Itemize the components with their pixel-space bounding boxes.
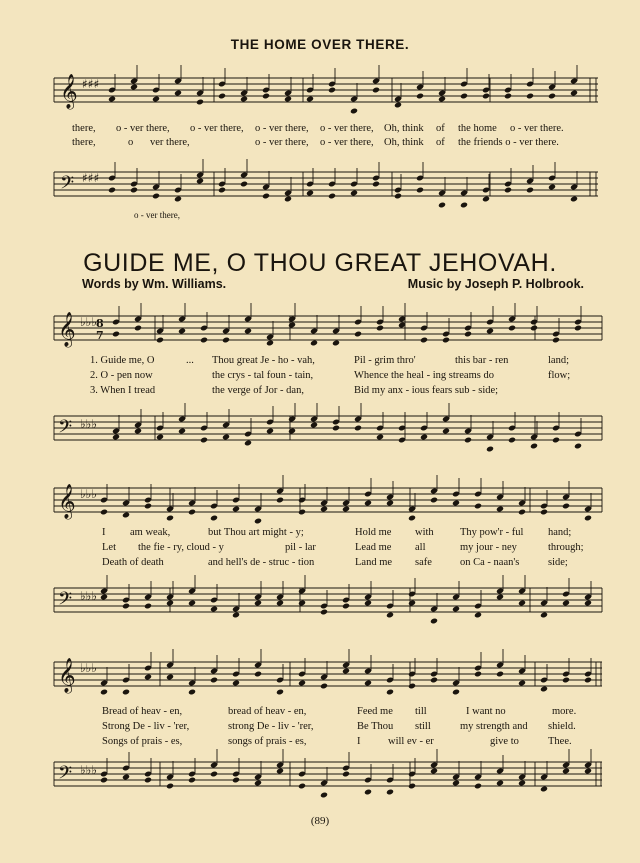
- lyric-word: still: [415, 721, 431, 732]
- notehead: [100, 509, 108, 516]
- lyric-word: there,: [72, 137, 96, 148]
- lyric-word: shield.: [548, 721, 576, 732]
- notehead: [108, 187, 116, 194]
- notehead: [408, 515, 416, 522]
- notehead: [540, 686, 548, 693]
- notehead: [240, 96, 248, 103]
- notehead: [134, 428, 142, 435]
- notehead: [342, 506, 350, 513]
- page-number: (89): [310, 815, 330, 827]
- song1-title: THE HOME OVER THERE.: [230, 37, 410, 52]
- notehead: [460, 93, 468, 100]
- lyric-word: land;: [548, 355, 569, 366]
- notehead: [254, 600, 262, 607]
- flat-icon: ♭♭♭: [80, 417, 97, 431]
- notehead: [574, 325, 582, 332]
- notehead: [584, 600, 592, 607]
- lyric-word: songs of prais - es,: [228, 736, 307, 747]
- notehead: [232, 680, 240, 687]
- notehead: [254, 780, 262, 787]
- notehead: [266, 428, 274, 435]
- notehead: [200, 437, 208, 444]
- notehead: [496, 780, 504, 787]
- notehead: [134, 325, 142, 332]
- notehead: [328, 193, 336, 200]
- notehead: [420, 337, 428, 344]
- notehead: [430, 618, 438, 625]
- lyric-word: pil - lar: [285, 542, 316, 553]
- lyric-word: Thee.: [548, 736, 572, 747]
- notehead: [386, 689, 394, 696]
- notehead: [570, 196, 578, 203]
- notehead: [218, 187, 226, 194]
- lyric-word: the friends o - ver there.: [458, 137, 559, 148]
- notehead: [262, 93, 270, 100]
- lyric-word: through;: [548, 542, 584, 553]
- lyric-word: this bar - ren: [455, 355, 509, 366]
- notehead: [320, 609, 328, 616]
- notehead: [210, 515, 218, 522]
- notehead: [548, 93, 556, 100]
- lyric-word: Bid my anx - ious fears sub - side;: [354, 385, 499, 396]
- notehead: [218, 93, 226, 100]
- notehead: [200, 337, 208, 344]
- notehead: [174, 196, 182, 203]
- noteheads: [100, 65, 592, 798]
- notehead: [386, 612, 394, 619]
- lyric-word: Whence the heal - ing streams do: [354, 370, 494, 381]
- notehead: [178, 428, 186, 435]
- notehead: [196, 178, 204, 185]
- lyric-word: hand;: [548, 527, 572, 538]
- notehead: [276, 497, 284, 504]
- words-credit: Words by Wm. Williams.: [82, 277, 227, 291]
- lyric-word: o - ver there,: [320, 123, 374, 134]
- lyric-word: Thou great Je - ho - vah,: [212, 355, 315, 366]
- lyric-word: I: [357, 736, 361, 747]
- lyric-word: Pil - grim thro': [354, 355, 416, 366]
- notehead: [210, 677, 218, 684]
- notehead: [298, 783, 306, 790]
- bass-clef-icon: 𝄢: [58, 417, 73, 442]
- notehead: [496, 506, 504, 513]
- treble-clef-icon: 𝄞: [58, 312, 76, 347]
- notehead: [332, 425, 340, 432]
- notehead: [288, 428, 296, 435]
- notehead: [540, 509, 548, 516]
- notehead: [416, 187, 424, 194]
- lyric-word: my jour - ney: [460, 542, 517, 553]
- notehead: [354, 331, 362, 338]
- notehead: [464, 437, 472, 444]
- notehead: [166, 515, 174, 522]
- lyric-word: Oh, think: [384, 123, 424, 134]
- song2-system1-bass: [54, 416, 602, 440]
- notehead: [364, 500, 372, 507]
- flat-icon: ♭♭♭: [80, 661, 97, 675]
- notehead: [496, 594, 504, 601]
- notehead: [156, 337, 164, 344]
- verse-line: [0, 355, 640, 369]
- notehead: [342, 771, 350, 778]
- notehead: [518, 600, 526, 607]
- notehead: [254, 518, 262, 525]
- notehead: [222, 337, 230, 344]
- notehead: [166, 783, 174, 790]
- notehead: [112, 331, 120, 338]
- notehead: [518, 780, 526, 787]
- notehead: [376, 325, 384, 332]
- notehead: [266, 340, 274, 347]
- flat-icon: ♭♭♭: [80, 315, 97, 329]
- notehead: [174, 90, 182, 97]
- bass-clef-icon: 𝄢: [58, 589, 73, 614]
- lyric-word: Songs of prais - es,: [102, 736, 183, 747]
- lyric-word: safe: [415, 557, 432, 568]
- notehead: [508, 325, 516, 332]
- notehead: [122, 603, 130, 610]
- lyric-word: of: [436, 137, 445, 148]
- notehead: [310, 422, 318, 429]
- lyric-word: o - ver there,: [190, 123, 244, 134]
- lyric-word: till: [415, 706, 427, 717]
- notehead: [364, 680, 372, 687]
- lyric-word: am weak,: [130, 527, 171, 538]
- lyric-word: I want no: [466, 706, 506, 717]
- lyric-word: my strength and: [460, 721, 528, 732]
- lyric-word: on Ca - naan's: [460, 557, 520, 568]
- notehead: [394, 102, 402, 109]
- notehead: [408, 600, 416, 607]
- notehead: [276, 768, 284, 775]
- lyric-word: of: [436, 123, 445, 134]
- notehead: [166, 674, 174, 681]
- lyric-word: o - ver there,: [255, 137, 309, 148]
- song1-lyric-line-1: [0, 123, 640, 137]
- notehead: [284, 196, 292, 203]
- notehead: [298, 509, 306, 516]
- notehead: [518, 509, 526, 516]
- lyric-word: bread of heav - en,: [228, 706, 307, 717]
- notehead: [552, 337, 560, 344]
- verse-line: [0, 370, 640, 384]
- lyric-word: Let: [102, 542, 116, 553]
- bass-clef-icon: 𝄢: [60, 173, 75, 198]
- notehead: [244, 328, 252, 335]
- notehead: [306, 96, 314, 103]
- notehead: [474, 612, 482, 619]
- notehead: [430, 677, 438, 684]
- notehead: [372, 181, 380, 188]
- notehead: [504, 187, 512, 194]
- notehead: [438, 96, 446, 103]
- notehead: [188, 777, 196, 784]
- notehead: [504, 93, 512, 100]
- verse-line: [0, 385, 640, 399]
- lyric-word: the fie - ry, cloud - y: [138, 542, 224, 553]
- notehead: [144, 603, 152, 610]
- lyric-word: Oh, think: [384, 137, 424, 148]
- notehead: [144, 503, 152, 510]
- lyric-word: o - ver there,: [116, 123, 170, 134]
- notehead: [420, 434, 428, 441]
- notehead: [166, 600, 174, 607]
- notehead: [284, 96, 292, 103]
- notehead: [328, 87, 336, 94]
- notehead: [508, 437, 516, 444]
- time-signature: 8: [96, 317, 104, 330]
- lyric-word: the verge of Jor - dan,: [212, 385, 304, 396]
- notehead: [240, 181, 248, 188]
- notehead: [486, 446, 494, 453]
- lyric-word: I: [102, 527, 106, 538]
- notehead: [562, 503, 570, 510]
- song1-lyric-line-2: [0, 137, 640, 151]
- notehead: [332, 340, 340, 347]
- verse-line: [0, 542, 640, 556]
- lyric-word: o - ver there,: [134, 210, 180, 220]
- notehead: [310, 340, 318, 347]
- notehead: [530, 325, 538, 332]
- treble-clef-icon: 𝄞: [58, 658, 76, 693]
- notehead: [232, 506, 240, 513]
- notehead: [196, 99, 204, 106]
- notehead: [584, 515, 592, 522]
- lyric-word: and hell's de - struc - tion: [208, 557, 315, 568]
- lyric-word: the home: [458, 123, 497, 134]
- verse-line: [0, 736, 640, 750]
- notehead: [276, 689, 284, 696]
- notehead: [496, 671, 504, 678]
- notehead: [254, 671, 262, 678]
- sharp-icon: ♯♯♯: [82, 77, 100, 91]
- notehead: [562, 768, 570, 775]
- notehead: [122, 774, 130, 781]
- notehead: [100, 689, 108, 696]
- notehead: [152, 96, 160, 103]
- lyric-word: Bread of heav - en,: [102, 706, 183, 717]
- lyric-word: but Thou art might - y;: [208, 527, 304, 538]
- notehead: [386, 500, 394, 507]
- notehead: [376, 434, 384, 441]
- song1-bass-lyric: [0, 210, 640, 224]
- notehead: [144, 674, 152, 681]
- notehead: [482, 196, 490, 203]
- notehead: [354, 425, 362, 432]
- treble-clef-icon: 𝄞: [60, 74, 78, 109]
- sharp-icon: ♯♯♯: [82, 171, 100, 185]
- notehead: [452, 500, 460, 507]
- notehead: [232, 612, 240, 619]
- lyric-word: Hold me: [355, 527, 392, 538]
- notehead: [408, 683, 416, 690]
- flat-icon: ♭♭♭: [80, 487, 97, 501]
- lyric-word: Be Thou: [357, 721, 394, 732]
- notehead: [452, 606, 460, 613]
- notehead: [112, 434, 120, 441]
- notehead: [452, 689, 460, 696]
- notehead: [438, 202, 446, 209]
- notehead: [526, 93, 534, 100]
- notehead: [122, 689, 130, 696]
- lyric-word: with: [415, 527, 434, 538]
- notehead: [222, 434, 230, 441]
- notehead: [584, 677, 592, 684]
- notehead: [460, 202, 468, 209]
- lyric-word: Lead me: [355, 542, 392, 553]
- lyric-word: Strong De - liv - 'rer,: [102, 721, 190, 732]
- notehead: [574, 443, 582, 450]
- flat-icon: ♭♭♭: [80, 589, 97, 603]
- notehead: [474, 503, 482, 510]
- notehead: [552, 437, 560, 444]
- notehead: [320, 792, 328, 799]
- lyric-word: there,: [72, 123, 96, 134]
- notehead: [442, 428, 450, 435]
- verse-line: [0, 557, 640, 571]
- treble-clef-icon: 𝄞: [58, 484, 76, 519]
- notehead: [442, 337, 450, 344]
- lyric-word: 3. When I tread: [90, 385, 156, 396]
- notehead: [430, 497, 438, 504]
- notehead: [152, 193, 160, 200]
- lyric-word: Death of death: [102, 557, 164, 568]
- verse-line: [0, 527, 640, 541]
- notehead: [584, 768, 592, 775]
- lyric-word: o - ver there,: [320, 137, 374, 148]
- notehead: [486, 328, 494, 335]
- lyric-word: the crys - tal foun - tain,: [212, 370, 314, 381]
- notehead: [570, 90, 578, 97]
- lyric-word: o - ver there,: [255, 123, 309, 134]
- notehead: [562, 677, 570, 684]
- notehead: [320, 506, 328, 513]
- lyric-word: side;: [548, 557, 568, 568]
- lyric-word: o: [128, 137, 134, 148]
- notehead: [122, 512, 130, 519]
- notehead: [526, 187, 534, 194]
- flat-icon: ♭♭♭: [80, 763, 97, 777]
- notehead: [350, 108, 358, 115]
- notehead: [430, 768, 438, 775]
- notehead: [518, 680, 526, 687]
- notehead: [452, 780, 460, 787]
- time-signature: 7: [96, 329, 104, 342]
- notehead: [178, 328, 186, 335]
- lyric-word: more.: [552, 706, 577, 717]
- notehead: [386, 789, 394, 796]
- notehead: [364, 600, 372, 607]
- notehead: [298, 680, 306, 687]
- notehead: [530, 443, 538, 450]
- notehead: [482, 93, 490, 100]
- notehead: [100, 777, 108, 784]
- lyric-word: ver there,: [150, 137, 190, 148]
- song2-title: GUIDE ME, O THOU GREAT JEHOVAH.: [83, 249, 557, 277]
- notehead: [474, 783, 482, 790]
- notehead: [540, 786, 548, 793]
- notehead: [408, 783, 416, 790]
- lyric-word: will ev - er: [388, 736, 434, 747]
- notehead: [244, 440, 252, 447]
- notehead: [306, 190, 314, 197]
- notehead: [130, 84, 138, 91]
- lyric-word: 2. O - pen now: [90, 370, 153, 381]
- notehead: [156, 434, 164, 441]
- lyric-word: Land me: [355, 557, 393, 568]
- notehead: [342, 603, 350, 610]
- notehead: [188, 689, 196, 696]
- notehead: [262, 193, 270, 200]
- lyric-word: Thy pow'r - ful: [460, 527, 524, 538]
- lyric-word: o - ver there.: [510, 123, 564, 134]
- notehead: [350, 190, 358, 197]
- music-credit: Music by Joseph P. Holbrook.: [407, 277, 584, 291]
- notehead: [562, 600, 570, 607]
- notehead: [416, 93, 424, 100]
- notehead: [210, 771, 218, 778]
- notehead: [298, 600, 306, 607]
- notehead: [364, 789, 372, 796]
- notehead: [320, 683, 328, 690]
- bass-clef-icon: 𝄢: [58, 763, 73, 788]
- notehead: [144, 777, 152, 784]
- verse-line: [0, 706, 640, 720]
- notehead: [130, 187, 138, 194]
- lyric-word: all: [415, 542, 426, 553]
- notehead: [188, 509, 196, 516]
- lyric-word: ...: [186, 355, 194, 366]
- notehead: [210, 606, 218, 613]
- song2-system2-treble: [54, 488, 602, 512]
- verse-line: [0, 721, 640, 735]
- notehead: [276, 600, 284, 607]
- lyric-word: give to: [490, 736, 519, 747]
- notehead: [464, 331, 472, 338]
- notehead: [100, 594, 108, 601]
- notehead: [108, 96, 116, 103]
- notehead: [540, 612, 548, 619]
- lyric-word: strong De - liv - 'rer,: [228, 721, 314, 732]
- notehead: [548, 184, 556, 191]
- notehead: [232, 777, 240, 784]
- notehead: [288, 322, 296, 329]
- notehead: [372, 87, 380, 94]
- notehead: [394, 193, 402, 200]
- notehead: [474, 671, 482, 678]
- lyric-word: 1. Guide me, O: [90, 355, 155, 366]
- lyric-word: flow;: [548, 370, 571, 381]
- notehead: [342, 668, 350, 675]
- notehead: [188, 600, 196, 607]
- lyric-word: Feed me: [357, 706, 393, 717]
